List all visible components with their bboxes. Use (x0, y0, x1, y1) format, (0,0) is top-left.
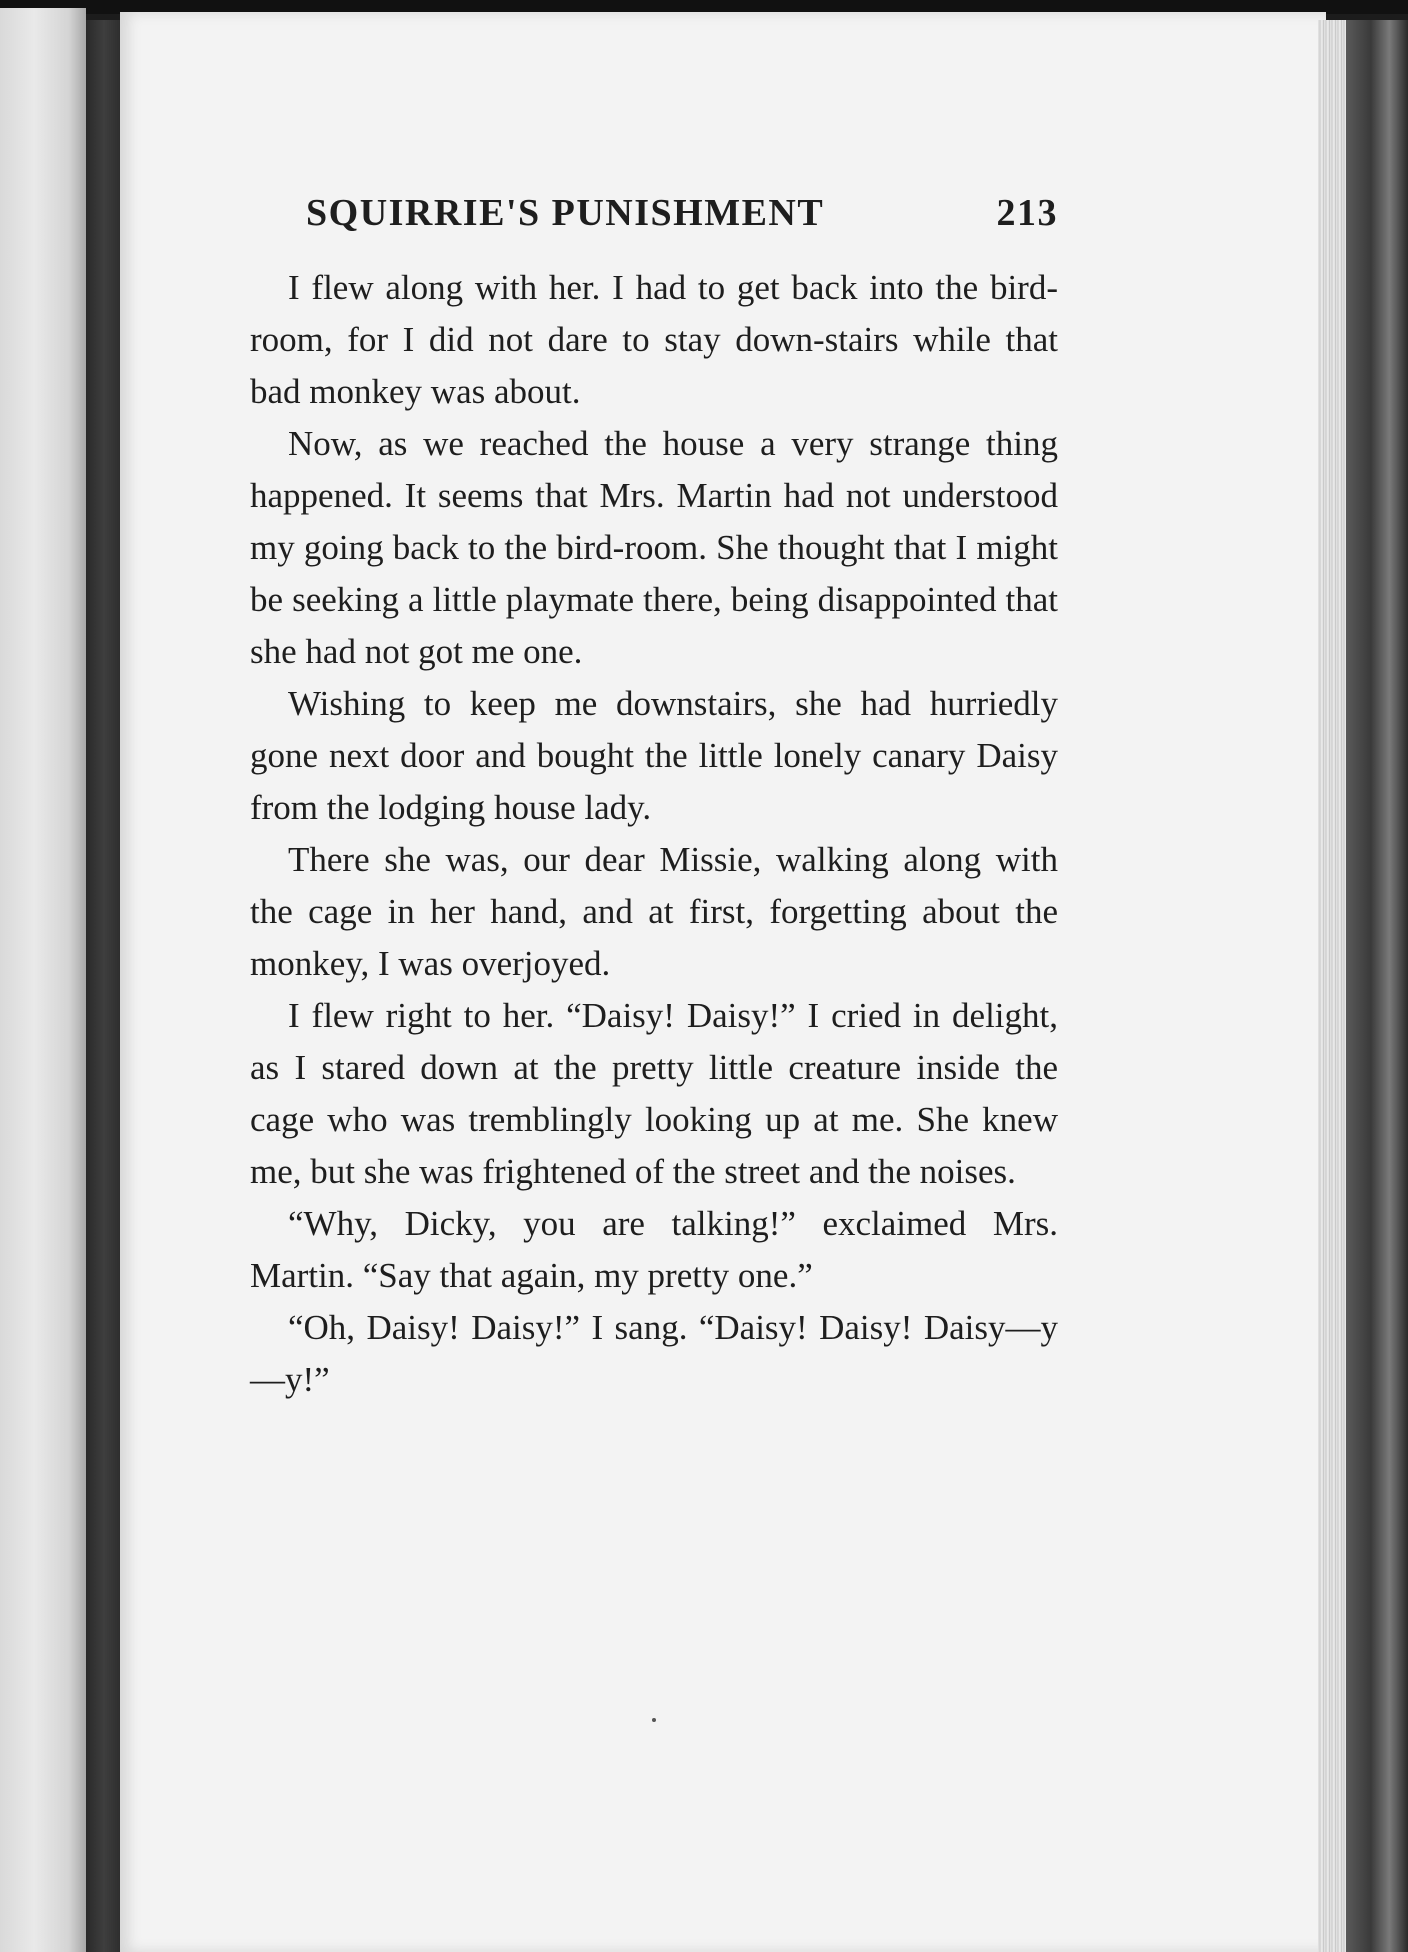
paragraph: I flew right to her. “Daisy! Daisy!” I cried in delight, as I stared down at the pretty little creature inside the cage who was tremblingly looking up at me. She knew me, but she was frightened of the street and the noises. (250, 996, 1058, 1191)
page-edges (1318, 20, 1348, 1952)
facing-page-edge (0, 8, 86, 1952)
book-gutter (86, 20, 122, 1952)
page-number: 213 (996, 192, 1058, 234)
book-cover-edge (1346, 20, 1408, 1952)
paragraph: Wishing to keep me downstairs, she had hurriedly gone next door and bought the little lonely canary Daisy from the lodging house lady. (250, 684, 1058, 827)
paragraph: I flew along with her. I had to get back into the bird-room, for I did not dare to stay down-stairs while that bad monkey was about. (250, 268, 1058, 411)
paragraph: Now, as we reached the house a very strange thing happened. It seems that Mrs. Martin had not understood my going back to the bird-room. She thought that I might be seeking a little playmate there, being disappointed that she had not got me one. (250, 424, 1058, 671)
chapter-title: SQUIRRIE'S PUNISHMENT (306, 192, 825, 234)
running-head (306, 188, 1058, 238)
ink-speck (652, 1718, 656, 1722)
paragraph: There she was, our dear Missie, walking along with the cage in her hand, and at first, forgetting about the monkey, I was overjoyed. (250, 840, 1058, 983)
page-text (250, 188, 1058, 1406)
paragraph: “Oh, Daisy! Daisy!” I sang. “Daisy! Daisy! Daisy—y—y!” (250, 1308, 1058, 1399)
paragraph: “Why, Dicky, you are talking!” exclaimed Mrs. Martin. “Say that again, my pretty one.” (250, 1204, 1058, 1295)
